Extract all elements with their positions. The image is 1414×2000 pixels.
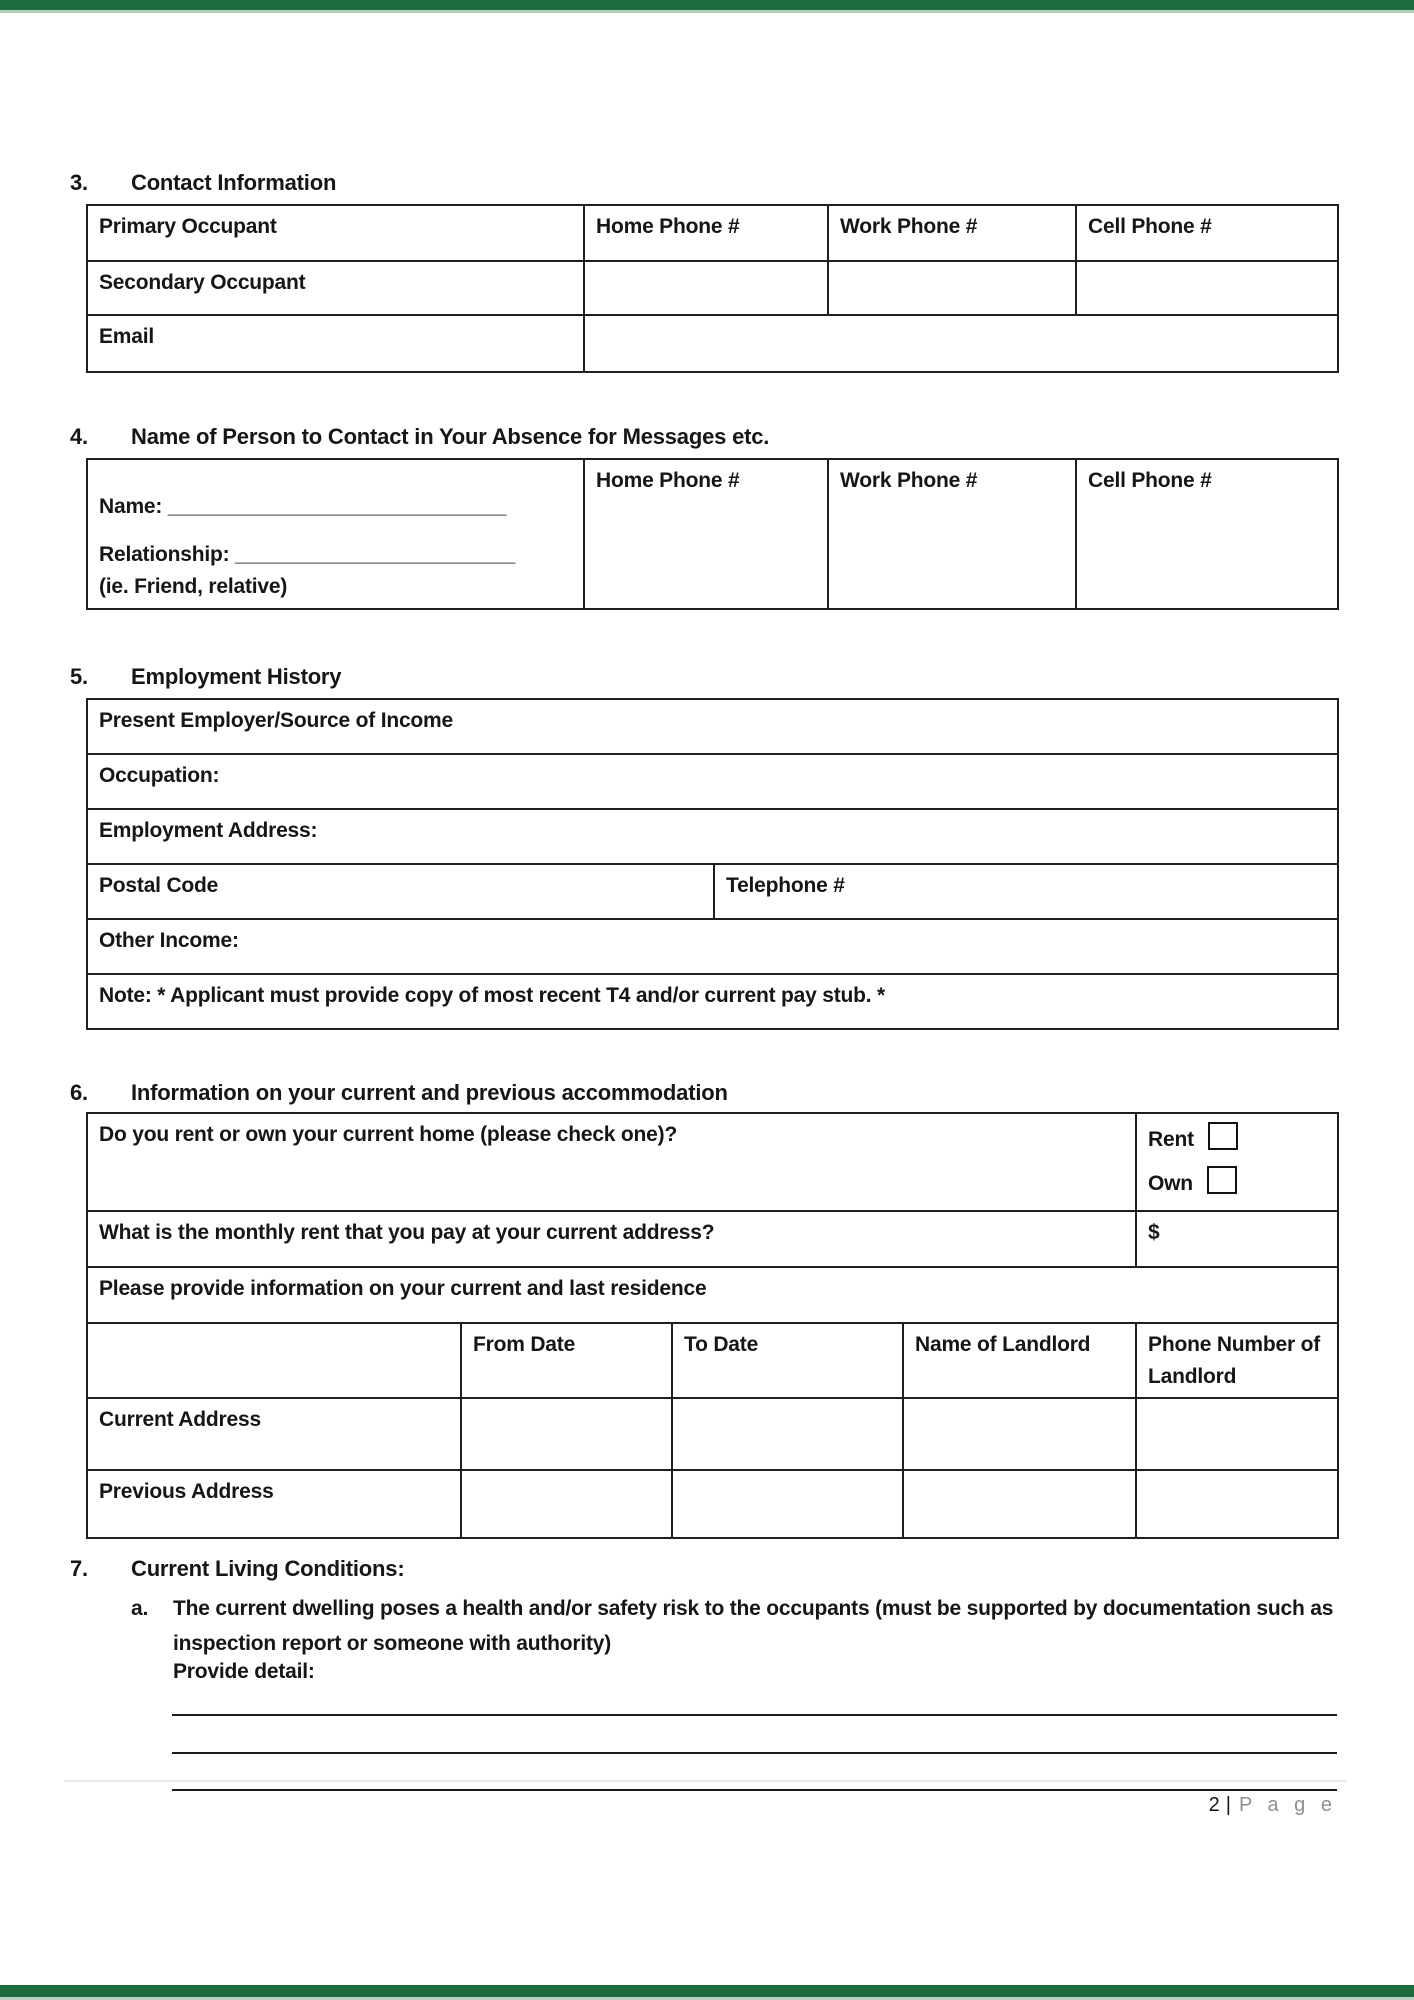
absence-relationship-hint: (ie. Friend, relative) [99, 575, 288, 598]
secondary-home-phone-cell[interactable] [584, 261, 828, 315]
table-row [87, 1211, 1338, 1267]
table-row [87, 1113, 1338, 1211]
absence-name-label: Name: [99, 495, 163, 518]
email-input-cell[interactable] [584, 315, 1338, 372]
section3-title: Contact Information [131, 170, 337, 195]
detail-write-line-1[interactable] [172, 1714, 1337, 1716]
absence-cell-phone-header[interactable]: Cell Phone # [1076, 459, 1338, 609]
cell-phone-header: Cell Phone # [1076, 205, 1338, 261]
table-row [87, 459, 1338, 609]
table-row [87, 809, 1338, 864]
page-footer [1209, 1794, 1337, 1817]
section4-number: 4. [70, 424, 88, 449]
previous-address-label: Previous Address [87, 1470, 461, 1538]
work-phone-header: Work Phone # [828, 205, 1076, 261]
table-row [87, 315, 1338, 372]
section5-heading [70, 664, 341, 690]
absence-relationship-label: Relationship: [99, 542, 230, 566]
secondary-work-phone-cell[interactable] [828, 261, 1076, 315]
section6-heading [70, 1080, 728, 1106]
table-row [87, 864, 1338, 919]
absence-home-phone-header[interactable]: Home Phone # [584, 459, 828, 609]
employment-note: Note: * Applicant must provide copy of most recent T4 and/or current pay stub. * [87, 974, 1338, 1029]
absence-name-cell [87, 459, 584, 609]
current-address-label: Current Address [87, 1398, 461, 1470]
current-from-date-cell[interactable] [461, 1398, 672, 1470]
living-conditions-item-a [131, 1591, 1343, 1661]
footer-page-word: P a g e [1238, 1794, 1337, 1816]
primary-occupant-label: Primary Occupant [87, 205, 584, 261]
other-income-cell[interactable]: Other Income: [87, 919, 1338, 974]
present-employer-cell[interactable]: Present Employer/Source of Income [87, 699, 1338, 754]
employment-history-table [86, 698, 1339, 1030]
detail-write-line-2[interactable] [172, 1752, 1337, 1754]
bottom-green-bar [0, 1985, 1414, 1997]
table-row [87, 754, 1338, 809]
section6-title: Information on your current and previous accommodation [131, 1080, 728, 1105]
section3-number: 3. [70, 170, 88, 195]
current-to-date-cell[interactable] [672, 1398, 903, 1470]
absence-name-fill-line[interactable]: _____________________________ [167, 495, 507, 518]
table-row [87, 699, 1338, 754]
current-landlord-phone-cell[interactable] [1136, 1398, 1338, 1470]
page-number: 2 [1208, 1794, 1220, 1816]
table-row [87, 1267, 1338, 1323]
previous-landlord-phone-cell[interactable] [1136, 1470, 1338, 1538]
section7-title: Current Living Conditions: [131, 1556, 405, 1581]
landlord-phone-header: Phone Number of Landlord [1136, 1323, 1338, 1398]
footer-separator: | [1225, 1794, 1231, 1816]
provide-detail-label: Provide detail: [173, 1660, 315, 1683]
telephone-cell[interactable]: Telephone # [714, 864, 1338, 919]
monthly-rent-amount-cell[interactable]: $ [1136, 1211, 1338, 1267]
section3-heading [70, 170, 336, 196]
rent-own-question: Do you rent or own your current home (please check one)? [87, 1113, 1136, 1211]
accommodation-table [86, 1112, 1339, 1539]
absence-relationship-fill-line[interactable]: ________________________ [235, 542, 516, 566]
occupation-cell[interactable]: Occupation: [87, 754, 1338, 809]
section4-title: Name of Person to Contact in Your Absence for Messages etc. [131, 424, 770, 449]
previous-landlord-name-cell[interactable] [903, 1470, 1136, 1538]
own-label: Own [1148, 1171, 1193, 1195]
previous-from-date-cell[interactable] [461, 1470, 672, 1538]
section4-heading [70, 424, 769, 450]
secondary-occupant-label: Secondary Occupant [87, 261, 584, 315]
section5-title: Employment History [131, 664, 342, 689]
table-row [87, 1398, 1338, 1470]
footer-divider-line [64, 1780, 1347, 1782]
home-phone-header: Home Phone # [584, 205, 828, 261]
table-row [87, 919, 1338, 974]
secondary-cell-phone-cell[interactable] [1076, 261, 1338, 315]
residence-instruction: Please provide information on your current and last residence [87, 1267, 1338, 1323]
item-a-text: The current dwelling poses a health and/or safety risk to the occupants (must be supported by documentation such as inspection report or someone with authority) [173, 1597, 1334, 1655]
rent-label: Rent [1148, 1128, 1194, 1151]
own-checkbox[interactable] [1207, 1166, 1237, 1194]
rent-own-cell [1136, 1113, 1338, 1211]
landlord-name-header: Name of Landlord [903, 1323, 1136, 1398]
table-row [87, 205, 1338, 261]
section5-number: 5. [70, 664, 88, 689]
item-a-letter: a. [131, 1597, 149, 1620]
section7-number: 7. [70, 1556, 88, 1581]
current-landlord-name-cell[interactable] [903, 1398, 1136, 1470]
table-row [87, 261, 1338, 315]
top-green-bar-accent [0, 10, 1414, 13]
top-green-bar [0, 0, 1414, 10]
email-label: Email [87, 315, 584, 372]
table-row [87, 1323, 1338, 1398]
detail-write-line-3[interactable] [172, 1789, 1337, 1791]
residence-blank-header [87, 1323, 461, 1398]
table-row [87, 1470, 1338, 1538]
contact-info-table [86, 204, 1339, 373]
from-date-header: From Date [461, 1323, 672, 1398]
table-row [87, 974, 1338, 1029]
employment-address-cell[interactable]: Employment Address: [87, 809, 1338, 864]
previous-to-date-cell[interactable] [672, 1470, 903, 1538]
postal-code-cell[interactable]: Postal Code [87, 864, 714, 919]
section7-heading [70, 1556, 404, 1582]
to-date-header: To Date [672, 1323, 903, 1398]
section6-number: 6. [70, 1080, 88, 1105]
absence-contact-table [86, 458, 1339, 610]
absence-work-phone-header[interactable]: Work Phone # [828, 459, 1076, 609]
rent-checkbox[interactable] [1208, 1122, 1238, 1150]
monthly-rent-question: What is the monthly rent that you pay at your current address? [87, 1211, 1136, 1267]
